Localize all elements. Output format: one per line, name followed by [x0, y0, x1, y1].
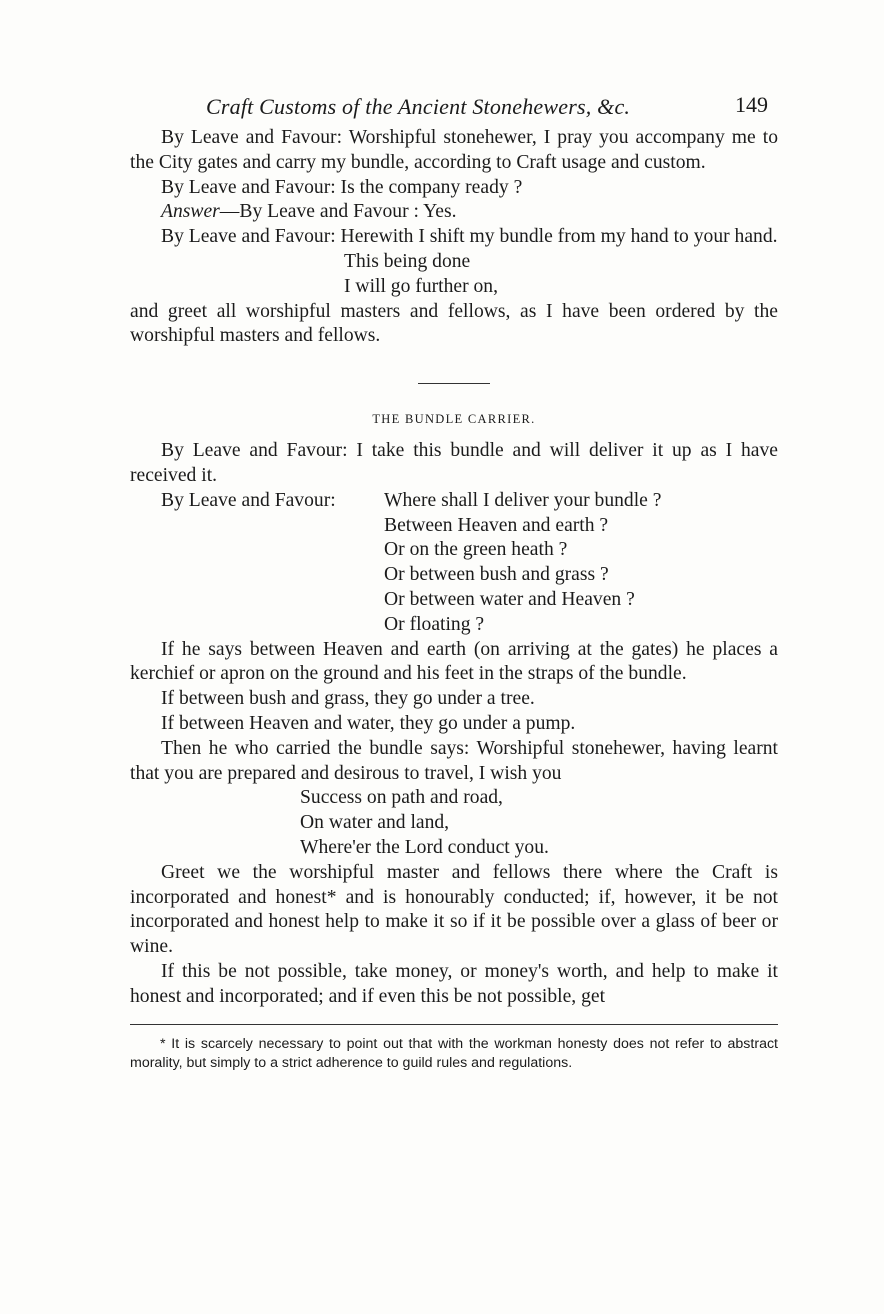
question-line: Or on the green heath ? [384, 539, 568, 561]
book-page [130, 90, 778, 1074]
question-line: Or floating ? [384, 613, 485, 635]
verse-line: Where'er the Lord conduct you. [300, 836, 549, 858]
question-line: Where shall I deliver your bundle ? [384, 489, 662, 511]
paragraph-heaven-water: If between Heaven and water, they go under a pump. [161, 712, 576, 734]
paragraph-shift-bundle: By Leave and Favour: Herewith I shift my bundle from my hand to your hand. [161, 226, 778, 248]
paragraph-bush-grass: If between bush and grass, they go under a tree. [161, 688, 535, 710]
running-title: Craft Customs of the Ancient Stonehewers, &c. [206, 94, 631, 119]
answer-text: —By Leave and Favour : Yes. [219, 201, 457, 223]
question-first-line [130, 489, 778, 514]
verse-line: On water and land, [300, 812, 450, 834]
question-speaker: By Leave and Favour: [161, 489, 336, 511]
question-line: Or between water and Heaven ? [384, 588, 635, 610]
footnote-rule [130, 1024, 778, 1025]
paragraph-take-money: If this be not possible, take money, or money's worth, and help to make it honest and incorporated; and if even this be not possible, get [130, 960, 778, 1007]
verse-line: Success on path and road, [300, 787, 503, 809]
paragraph-accompany: By Leave and Favour: Worshipful stonehewer, I pray you accompany me to the City gates and carry my bundle, according to Craft usage and custom. [130, 127, 778, 173]
running-head [130, 90, 778, 126]
paragraph-take-bundle: By Leave and Favour: I take this bundle and will deliver it up as I have received it. [130, 440, 778, 486]
footnotes [130, 1035, 778, 1074]
paragraph-carrier-says: Then he who carried the bundle says: Worshipful stonehewer, having learnt that you are prepared and desirous to travel, I wish you [130, 737, 778, 784]
section-title: THE BUNDLE CARRIER. [372, 412, 536, 427]
page-number: 149 [735, 92, 768, 117]
answer-label: Answer [161, 201, 220, 223]
question-line: Or between bush and grass ? [384, 564, 609, 586]
verse-line: This being done [344, 250, 471, 272]
question-block [130, 489, 778, 638]
paragraph-greet: and greet all worshipful masters and fellows, as I have been ordered by the worshipful masters and fellows. [130, 300, 778, 347]
section-divider [418, 383, 490, 384]
paragraph-heaven-earth: If he says between Heaven and earth (on arriving at the gates) he places a kerchief or apron on the ground and his feet in the straps of the bundle. [130, 638, 778, 685]
footnote-honesty: * It is scarcely necessary to point out that with the workman honesty does not refer to abstract morality, but simply to a strict adherence to guild rules and regulations. [130, 1035, 778, 1071]
verse-line: I will go further on, [344, 275, 498, 297]
paragraph-company-ready: By Leave and Favour: Is the company ready ? [161, 176, 523, 198]
paragraph-greet-master: Greet we the worshipful master and fellows there where the Craft is incorporated and honest* and is honourably conducted; if, however, it be not incorporated and honest help to make it so if it be possible over a glass of beer or wine. [130, 861, 778, 958]
question-line: Between Heaven and earth ? [384, 514, 609, 536]
paragraph-answer [130, 200, 778, 225]
